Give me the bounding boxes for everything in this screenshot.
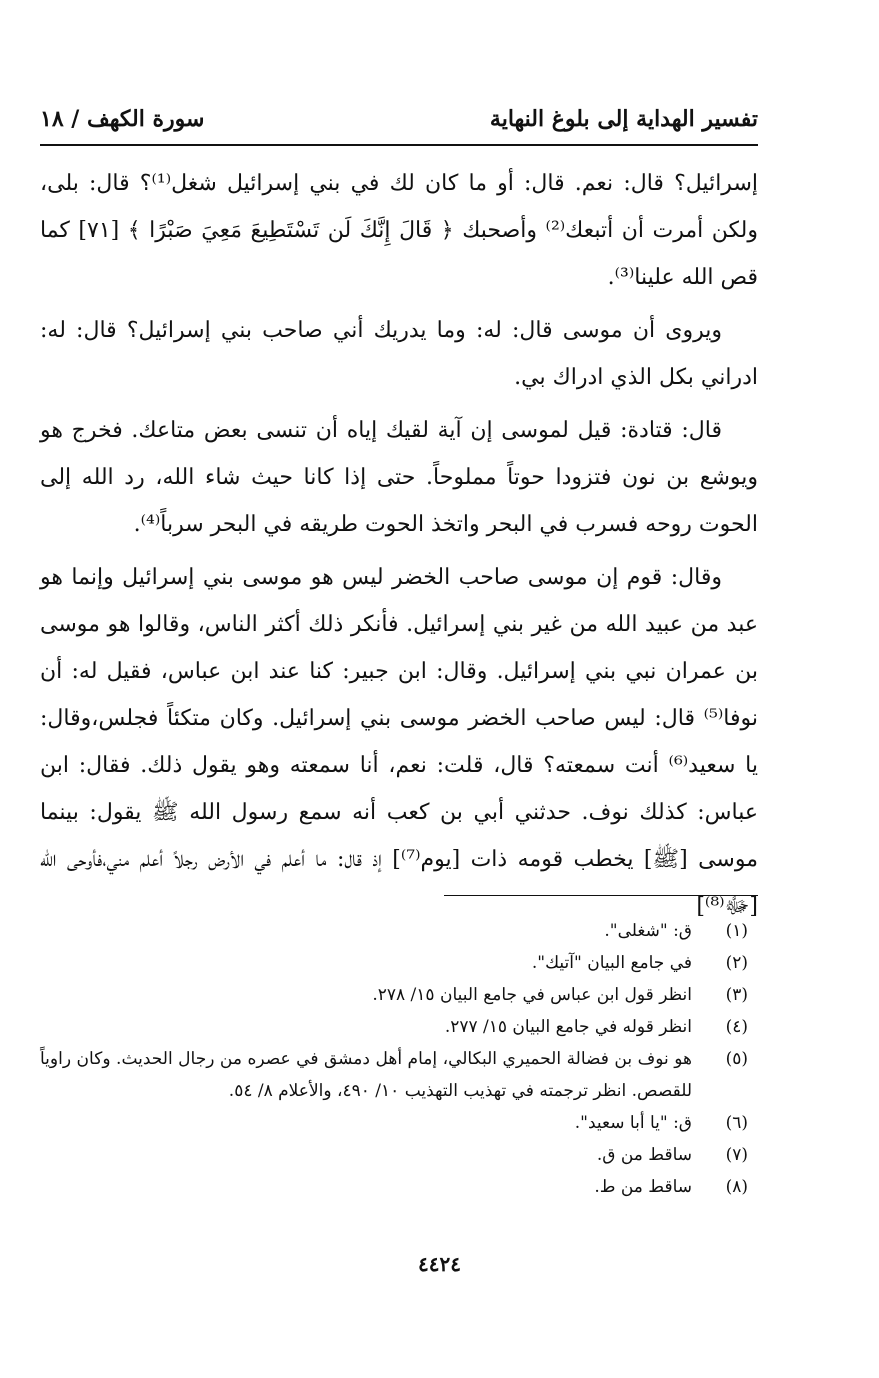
footnote-number: (٤) xyxy=(725,1017,748,1037)
footnote-text: ق: "شغلى". xyxy=(604,921,692,941)
footnote xyxy=(40,1043,758,1107)
book-title: تفسير الهداية إلى بلوغ النهاية xyxy=(489,106,758,132)
footnote xyxy=(40,1139,758,1171)
footnote xyxy=(40,1107,758,1139)
main-text xyxy=(40,160,758,936)
footnote-number: (٦) xyxy=(725,1113,748,1133)
footnote xyxy=(40,915,758,947)
footnote-text: في جامع البيان "آتيك". xyxy=(531,953,692,973)
footnote-number: (٢) xyxy=(725,953,748,973)
footnote xyxy=(40,1171,758,1203)
footnote-text: ساقط من ق. xyxy=(596,1145,692,1165)
footnote-number: (٣) xyxy=(725,985,748,1005)
footnote xyxy=(40,1011,758,1043)
footnote-text: ق: "يا أبا سعيد". xyxy=(574,1113,692,1133)
running-header xyxy=(40,92,758,132)
footnote-number: (٥) xyxy=(725,1049,748,1069)
surah-page-label: سورة الكهف / ١٨ xyxy=(40,106,205,132)
paragraph: وقال: قوم إن موسى صاحب الخضر ليس هو موسى بني إسرائيل وإنما هو عبد من عبيد الله من غير بني إسرائيل. فأنكر ذلك أكثر الناس، وقالوا هو موسى بن عمران نبي بني إسرائيل. وقال: ابن جبير: كنا عند ابن عباس، فقيل له: أن نوفا⁽⁵⁾ قال: ليس صاحب الخضر موسى بني إسرائيل. وكان متكئاً فجلس،وقال: يا سعيد⁽⁶⁾ أنت سمعته؟ قال، قلت: نعم، أنا سمعته وهو يقول ذلك. فقال: ابن عباس: كذلك نوف. حدثني أبي بن كعب أنه سمع رسول الله ﷺ يقول: بينما موسى [ﷺ] يخطب قومه ذات [يوم⁽⁷⁾] إذ قال: ما أعلم في الأرض رجلاً أعلم مني،فأوحى الله [ﷻ⁽⁸⁾] xyxy=(40,565,758,919)
footnote-text: انظر قوله في جامع البيان ١٥/ ٢٧٧. xyxy=(444,1017,692,1037)
footnote xyxy=(40,979,758,1011)
page-number: ٤٤٢٤ xyxy=(418,1252,461,1276)
footnote-number: (١) xyxy=(725,921,748,941)
footnote-rule xyxy=(444,895,758,896)
footnote-text: انظر قول ابن عباس في جامع البيان ١٥/ ٢٧٨. xyxy=(372,985,692,1005)
footnote xyxy=(40,947,758,979)
paragraph: قال: قتادة: قيل لموسى إن آية لقيك إياه أن تنسى بعض متاعك. فخرج هو ويوشع بن نون فتزودا حوتاً مملوحاً. حتى إذا كانا حيث شاء الله، رد الله إلى الحوت روحه فسرب في البحر واتخذ الحوت طريقه في البحر سرباً⁽⁴⁾. xyxy=(40,418,758,537)
footnote-number: (٨) xyxy=(725,1177,748,1197)
footnote-text: ساقط من ط. xyxy=(594,1177,692,1197)
footnote-number: (٧) xyxy=(725,1145,748,1165)
paragraph: إسرائيل؟ قال: نعم. قال: أو ما كان لك في بني إسرائيل شغل⁽¹⁾؟ قال: بلى، ولكن أمرت أن أتبعك⁽²⁾ وأصحبك ﴿ قَالَ إِنَّكَ لَن تَسْتَطِيعَ مَعِيَ صَبْرًا ﴾ [٧١] كما قص الله علينا⁽³⁾. xyxy=(40,171,758,290)
footnotes xyxy=(40,915,758,1203)
header-rule xyxy=(40,144,758,146)
paragraph: ويروى أن موسى قال: له: وما يدريك أني صاحب بني إسرائيل؟ قال: له: ادراني بكل الذي ادراك بي. xyxy=(40,318,758,390)
footnote-text: هو نوف بن فضالة الحميري البكالي، إمام أهل دمشق في عصره من رجال الحديث. وكان راوياً للقصص. انظر ترجمته في تهذيب التهذيب ١٠/ ٤٩٠، والأعلام ٨/ ٥٤. xyxy=(40,1049,692,1101)
